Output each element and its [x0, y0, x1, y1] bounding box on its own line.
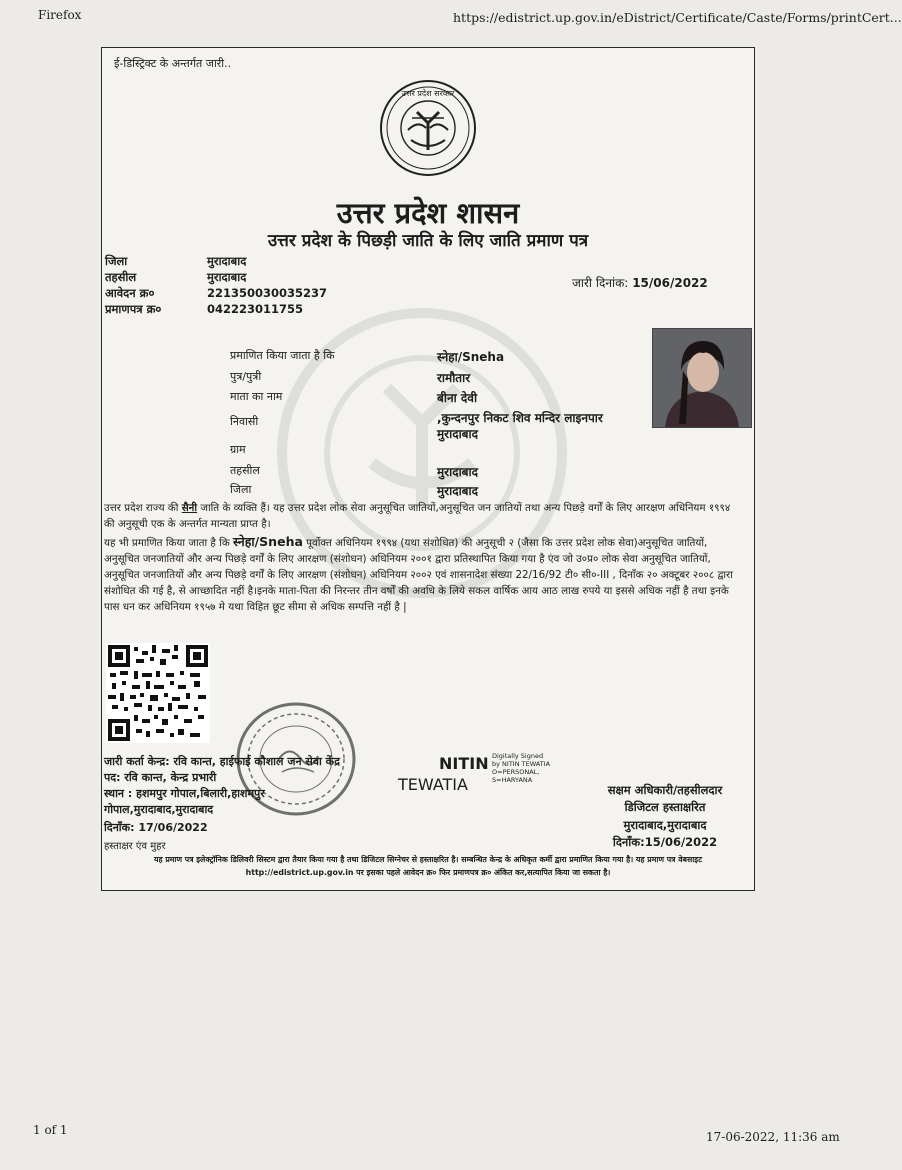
meta-label-application-no: आवेदन क्र० [105, 286, 155, 300]
print-timestamp: 17-06-2022, 11:36 am [706, 1130, 840, 1144]
digital-signature-info [492, 752, 550, 784]
issuer-post: पद: रवि कान्त, केन्द्र प्रभारी [104, 771, 217, 784]
meta-value-district: मुरादाबाद [207, 254, 247, 268]
dsig-line4: S=HARYANA [492, 776, 533, 784]
field-label-resident: निवासी [230, 415, 259, 428]
issue-date [572, 274, 708, 291]
qr-code-icon[interactable] [106, 643, 210, 743]
authority-date [580, 835, 750, 850]
issuing-center: जारी कर्ता केन्द्र: रवि कान्त, हाईफाई कौशाल जन सेवा केंद्र [104, 755, 340, 768]
certification-paragraph-2 [104, 534, 744, 615]
para2-text-b: पूर्वोक्त अधिनियम १९९४ (यथा संशोधित) की अनुसूची २ (जैसा कि उत्तर प्रदेश लोक सेवा)अनुसूचित जातियों, अनुसूचित जनजातियों और अन्य पिछड़े वर्गों के लिए आरक्षण (संशोधन) अधिनियम २००१ द्वारा प्रतिस्थापित किया गया है एंव जो उ०प्र० लोक सेवा अनुसूचित जातियों, अनुसूचित जनजातियों और अन्य पिछड़े वर्गों के लिए आरक्षण (संशोधन) अधिनियम २००२ एवं शासनादेश संख्या 22/16/92 टी० सी०-III , दिनाँक २० अक्टूबर २००८ द्वारा संशोधित की गई है, से आच्छादित नहीं है।इनके माता-पिता की निरन्तर तीन वर्षों की अवधि के लिये सकल वार्षिक आय आठ लाख रुपये या इससे अधिक नहीं है तथा इनके पास धन कर अधिनियम १९५७ मे यथा विहित छूट सीमा से अधिक सम्पत्ति नहीं है | [104, 537, 733, 613]
field-label-tehsil: तहसील [230, 464, 260, 477]
field-label-father: पुत्र/पुत्री [230, 370, 262, 383]
up-govt-emblem-icon [378, 78, 478, 178]
issuer-date-label: दिनाँक: [104, 821, 135, 834]
meta-value-certificate-no: 042223011755 [207, 302, 304, 316]
page-title: उत्तर प्रदेश शासन [336, 196, 520, 230]
authority-title: सक्षम अधिकारी/तहसीलदार [607, 783, 723, 797]
field-value-district: मुरादाबाद [437, 484, 479, 498]
field-value-resident-city: मुरादाबाद [437, 427, 479, 441]
certificate-subtitle: उत्तर प्रदेश के पिछड़ी जाति के लिए जाति प्रमाण पत्र [267, 231, 589, 251]
issue-date-value: 15/06/2022 [632, 276, 708, 290]
field-value-resident: ,कुन्दनपुर निकट शिव मन्दिर लाइनपार [437, 411, 603, 425]
meta-label-tehsil: तहसील [105, 270, 137, 284]
browser-title: Firefox [38, 8, 82, 22]
field-label-district: जिला [230, 483, 252, 496]
issuer-date-value: 17/06/2022 [138, 821, 208, 834]
issuer-place-line2: गोपाल,मुरादाबाद,मुरादाबाद [104, 803, 214, 816]
page-url[interactable]: https://edistrict.up.gov.in/eDistrict/Certificate/Caste/Forms/printCert... [453, 10, 902, 25]
page-number: 1 of 1 [33, 1123, 68, 1137]
meta-label-district: जिला [105, 254, 128, 268]
issue-date-label: जारी दिनांक: [572, 276, 629, 290]
field-value-tehsil: मुरादाबाद [437, 465, 479, 479]
field-value-name: स्नेहा/Sneha [437, 350, 505, 364]
field-label-mother: माता का नाम [230, 390, 283, 403]
field-label-village: ग्राम [230, 443, 246, 456]
issuer-place-line1: स्थान : हशमपुर गोपाल,बिलारी,हाशमपुर [104, 787, 265, 800]
sign-seal-label: हस्ताक्षर एंव मुहर [104, 841, 166, 852]
meta-value-application-no: 221350030035237 [207, 286, 328, 300]
digital-signer-first-name: NITIN [439, 754, 489, 773]
field-label-name: प्रमाणित किया जाता है कि [230, 349, 335, 362]
caste-name: सैनी [181, 502, 198, 514]
meta-label-certificate-no: प्रमाणपत्र क्र० [105, 302, 162, 316]
field-value-mother: बीना देवी [437, 391, 478, 405]
para2-text-a: यह भी प्रमाणित किया जाता है कि [104, 537, 234, 549]
authority-location: मुरादाबाद,मुरादाबाद [623, 818, 707, 832]
applicant-photo [652, 328, 752, 428]
authority-date-value: 15/06/2022 [644, 835, 718, 849]
authority-date-label: दिनाँक: [612, 835, 645, 849]
authority-digitally-signed: डिजिटल हस्ताक्षरित [624, 800, 706, 814]
dsig-line2: by NITIN TEWATIA [492, 760, 551, 768]
para1-text-a: उत्तर प्रदेश राज्य की [104, 502, 182, 514]
person-photo-icon [653, 329, 751, 427]
certificate [101, 47, 755, 891]
certification-paragraph-1 [104, 500, 744, 532]
emblem-text: उत्तर प्रदेश सरकार [401, 89, 455, 98]
issued-under-note: ई-डिस्ट्रिक्ट के अन्तर्गत जारी.. [114, 57, 232, 70]
para2-applicant-name: स्नेहा/Sneha [233, 534, 303, 549]
digital-signer-last-name: TEWATIA [398, 775, 468, 794]
dsig-line1: Digitally Signed [492, 752, 544, 760]
dsig-line3: O=PERSONAL, [492, 768, 540, 776]
meta-value-tehsil: मुरादाबाद [207, 270, 247, 284]
para1-text-b: जाति के व्यक्ति हैं। यह उत्तर प्रदेश लोक सेवा अनुसूचित जातियों,अनुसूचित जन जातियों तथा अन्य पिछड़े वर्गों के लिए आरक्षण अधिनियम १९९४ की अनुसूची एक के अन्तर्गत मान्यता प्राप्त है। [104, 502, 731, 530]
field-value-father: रामौतार [437, 371, 471, 385]
issuer-date [104, 820, 208, 835]
verification-footer-note: यह प्रमाण पत्र इलेक्ट्रॉनिक डिलिवरी सिस्टम द्वारा तैयार किया गया है तथा डिजिटल सिग्नेचर से हस्ताक्षरित है। सम्बन्धित केन्द्र के अधिकृत कर्मी द्वारा प्रमाणित किया गया है। यह प्रमाण पत्र वेबसाइट http://edistrict.up.gov.in पर इसका पहले आवेदन क्र० फिर प्रमाणपत्र क्र० अंकित कर,सत्यापित किया जा सकता है। [153, 855, 703, 877]
